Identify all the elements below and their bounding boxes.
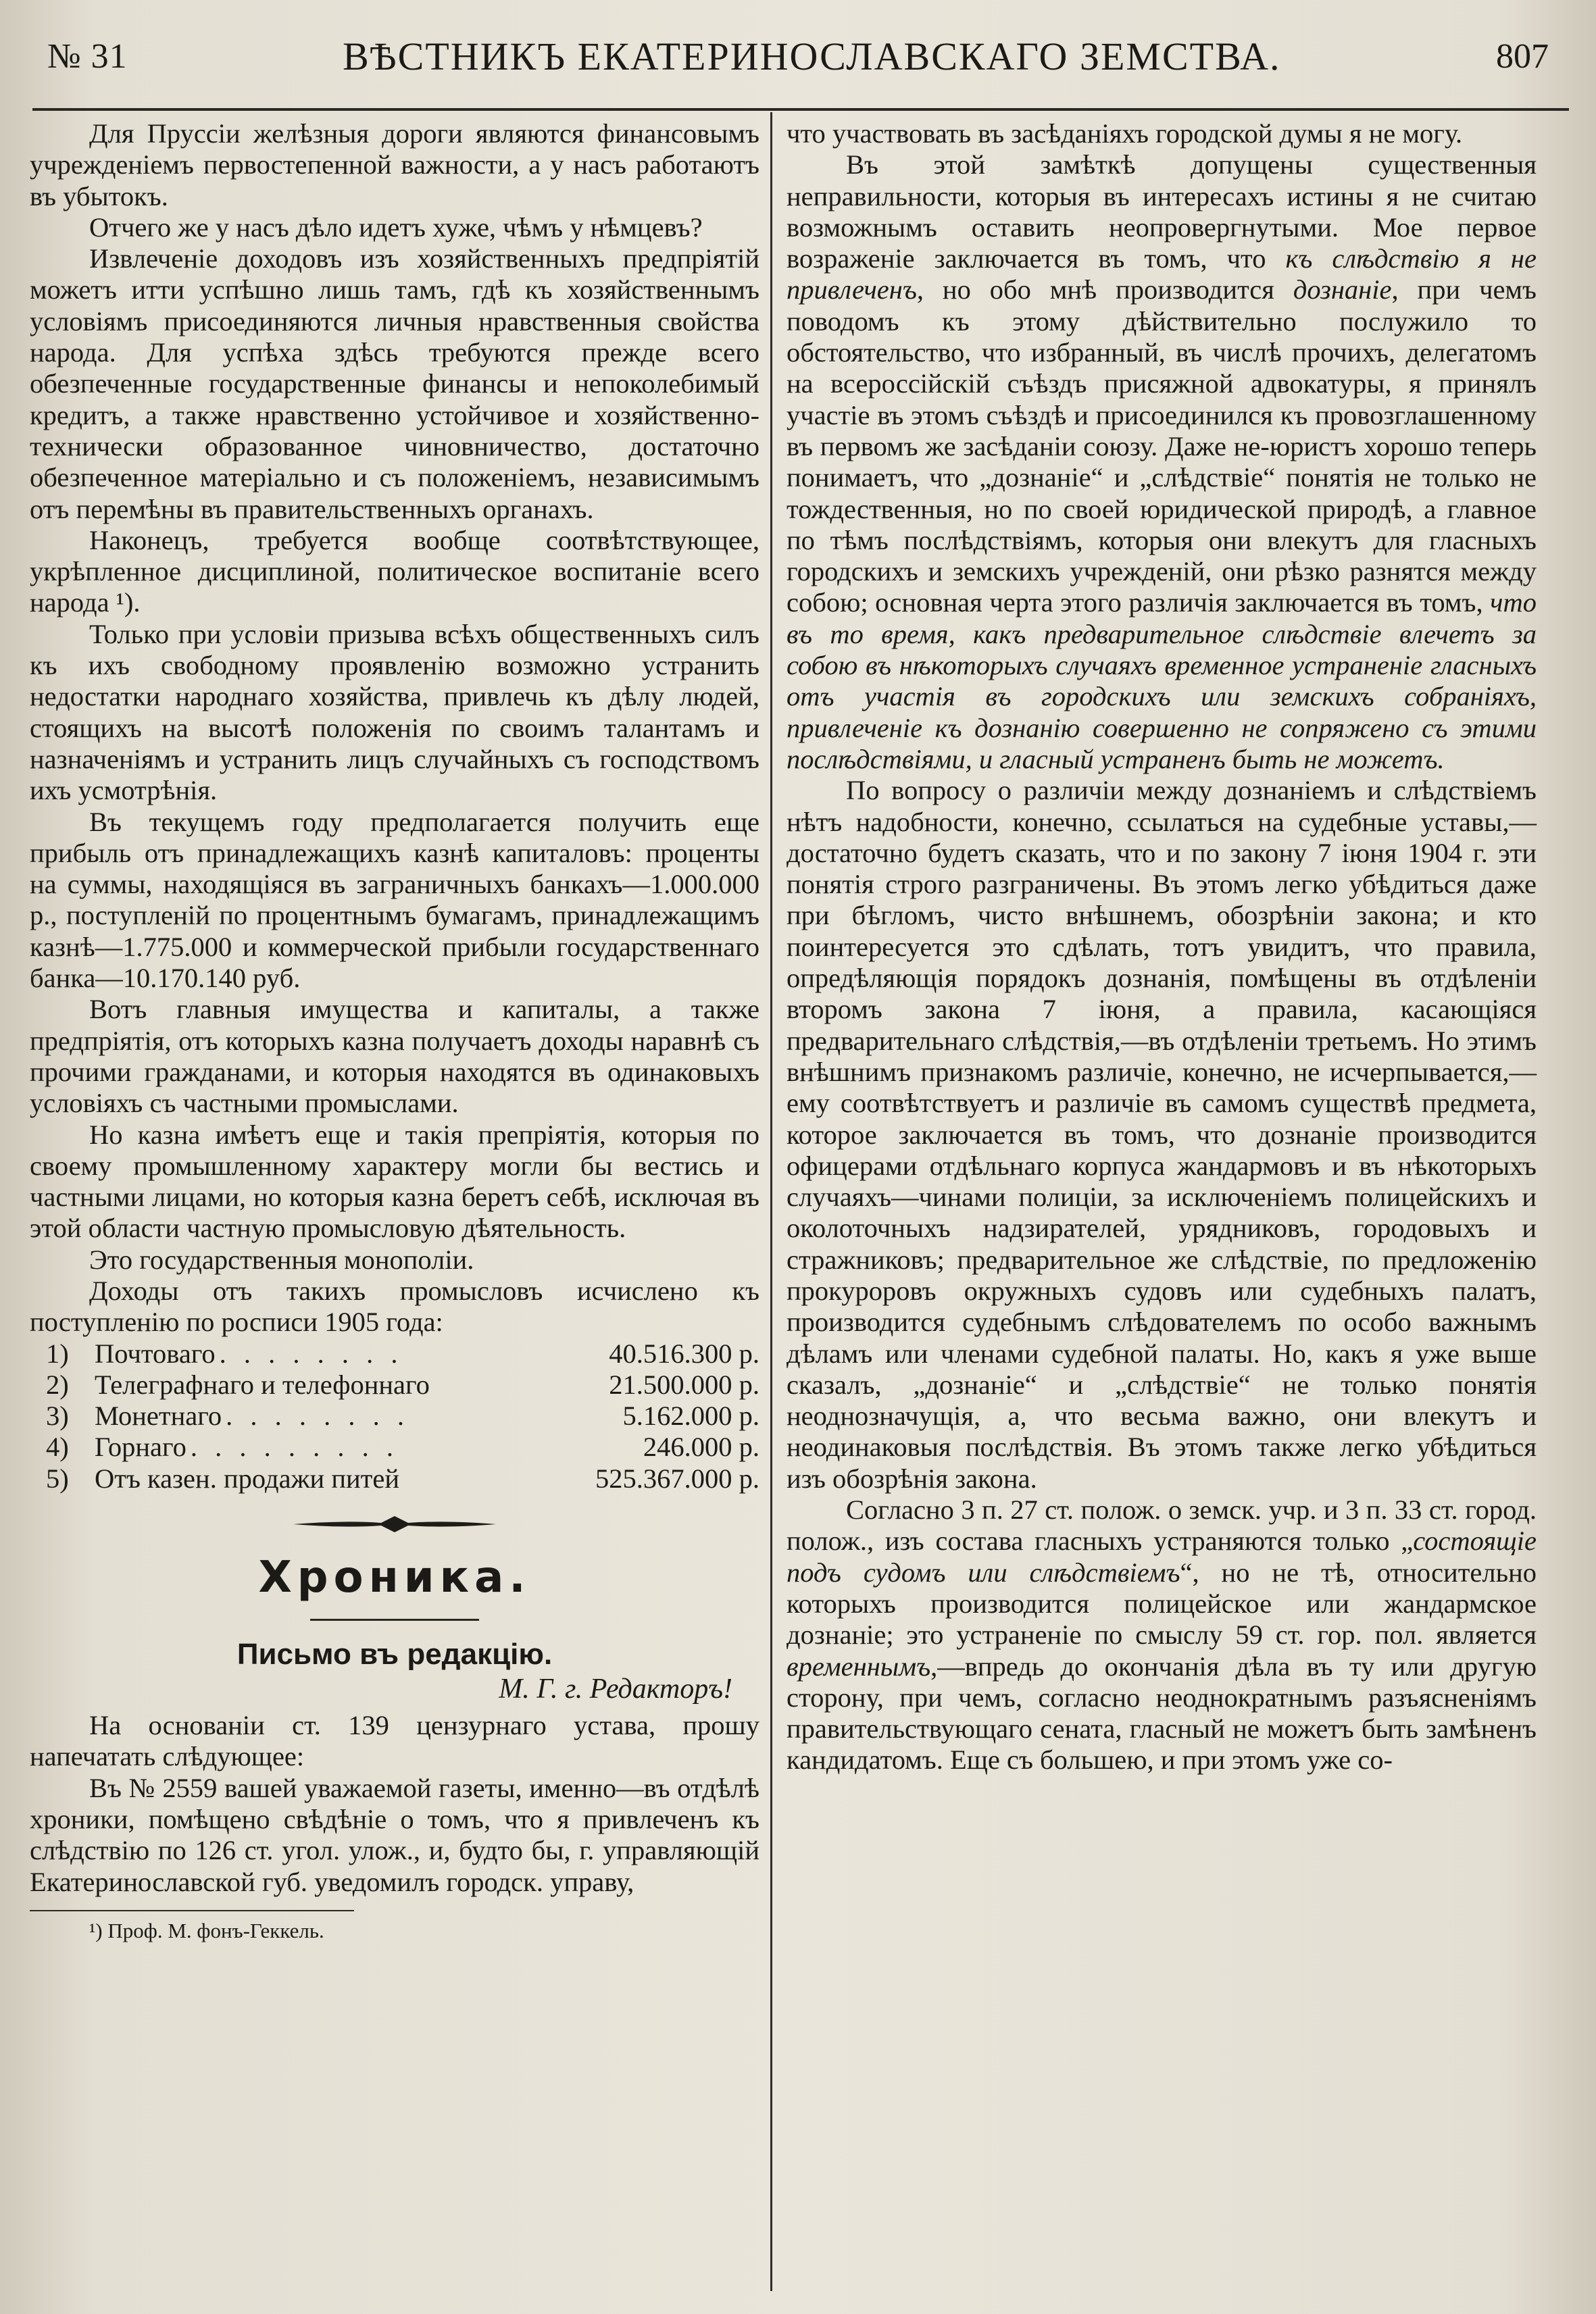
footnote: ¹) Проф. М. фонъ-Геккель.: [89, 1918, 324, 1942]
revenue-value: 525.367.000 р.: [595, 1463, 759, 1494]
footnote-rule: [30, 1910, 354, 1911]
paragraph: Но казна имѣетъ еще и такія препріятія, которыя по своему промышленному характеру могли бы вестись и частными лицами, но которыя казна беретъ себѣ, исключая въ этой области частную промысловую дѣятельность.: [30, 1119, 759, 1244]
italic-run: состоящіе подъ судомъ или слѣдствіемъ: [787, 1526, 1537, 1588]
right-column: [787, 118, 1537, 1776]
revenue-num: 2): [46, 1369, 69, 1400]
paragraph: [787, 1494, 1537, 1776]
journal-title: ВѢСТНИКЪ ЕКАТЕРИНОСЛАВСКАГО ЗЕМСТВА.: [343, 34, 1281, 78]
paragraph: Доходы отъ такихъ промысловъ исчислено къ поступленію по росписи 1905 года:: [30, 1275, 759, 1338]
revenue-item: [30, 1463, 759, 1494]
revenue-name: Горнаго: [95, 1432, 186, 1463]
text-run: Согласно 3 п. 27 ст. полож. о земск. учр. и 3 п. 33 ст. город. полож., изъ состава гласныхъ устраняются только „: [787, 1494, 1537, 1557]
revenue-item: [30, 1432, 759, 1463]
italic-run: что въ то время, какъ предварительное слѣдствіе влечетъ за собою въ нѣкоторыхъ случаяхъ временное устраненіе гласныхъ отъ участія въ городскихъ или земскихъ собраніяхъ, привлеченіе къ дознанію совершенно не сопряжено съ этими послѣдствіями, и гласный устраненъ быть не можетъ.: [787, 587, 1537, 774]
revenue-list: [30, 1338, 759, 1494]
revenue-value: 246.000 р.: [643, 1432, 759, 1463]
revenue-item: [30, 1338, 759, 1369]
text-run: Въ этой замѣткѣ допущены существенныя неправильности, которыя въ интересахъ истины я не считаю возможнымъ оставить неопровергнутыми. Мое первое возраженіе заключается въ томъ, что: [787, 149, 1537, 274]
paragraph: Извлеченіе доходовъ изъ хозяйственныхъ предпріятій можетъ итти успѣшно лишь тамъ, гдѣ къ хозяйственнымъ условіямъ присоединяются личныя нравственныя свойства народа. Для успѣха здѣсь требуются прежде всего обезпеченные государственные финансы и непоколебимый кредитъ, а также нравственно устойчивое и хозяйственно-технически образованное чиновничество, достаточно обезпеченное матеріально и съ положеніемъ, независимымъ отъ перемѣны въ правительственныхъ органахъ.: [30, 243, 759, 524]
leader-dots: . . . . . . . .: [219, 1338, 403, 1369]
paragraph: что участвовать въ засѣданіяхъ городской думы я не могу.: [787, 118, 1463, 149]
ornament-divider: [30, 1504, 759, 1544]
header-rule: [32, 108, 1569, 111]
revenue-value: 5.162.000 р.: [622, 1401, 759, 1432]
paragraph: Вотъ главныя имущества и капиталы, а также предпріятія, отъ которыхъ казна получаетъ доходы наравнѣ съ прочими гражданами, и которыя находятся въ одинаковыхъ условіяхъ съ частными промыслами.: [30, 994, 759, 1119]
paragraph: Отчего же у насъ дѣло идетъ хуже, чѣмъ у нѣмцевъ?: [89, 211, 703, 243]
left-column: [30, 118, 759, 1944]
leader-dots: . . . . . . . . .: [190, 1432, 399, 1463]
revenue-num: 5): [46, 1463, 69, 1494]
paragraph: Въ текущемъ году предполагается получить еще прибыль отъ принадлежащихъ казнѣ капиталовъ: проценты на суммы, находящіяся въ заграничныхъ банкахъ—1.000.000 р., поступленій по процентнымъ бумагамъ, принадлежащимъ казнѣ—1.775.000 и коммерческой прибыли государственнаго банка—10.170.140 руб.: [30, 806, 759, 994]
issue-number: № 31: [47, 36, 128, 76]
revenue-num: 3): [46, 1401, 69, 1432]
title-rule: [310, 1619, 479, 1621]
paragraph: По вопросу о различіи между дознаніемъ и слѣдствіемъ нѣтъ надобности, конечно, ссылаться на судебные уставы,—достаточно будетъ сказать, что и по закону 7 іюня 1904 г. эти понятія строго разграничены. Въ этомъ легко убѣдиться даже при бѣгломъ, чисто внѣшнемъ, обозрѣніи закона; и кто поинтересуется это сдѣлать, тотъ увидитъ, что правила, опредѣляющія порядокъ дознанія, помѣщены въ отдѣленіи второмъ закона 7 іюня, а правила, касающіяся предварительнаго слѣдствія,—въ отдѣленіи третьемъ. Но этимъ внѣшнимъ признакомъ различіе, конечно, не исчерпывается,—ему соотвѣтствуетъ и различіе въ самомъ существѣ предмета, которое заключается въ томъ, что дознаніе производится офицерами отдѣльнаго корпуса жандармовъ и въ нѣкоторыхъ случаяхъ—чинами полиціи, за исключеніемъ полицейскихъ и околоточныхъ надзирателей, урядниковъ, городовыхъ и стражниковъ; предварительное же слѣдствіе, по предложенію прокуроровъ окружныхъ судовъ или судебныхъ палатъ, производится судебнымъ слѣдователемъ по особо важнымъ дѣламъ или членами судебной палаты. Но, какъ я уже выше сказалъ, „дознаніе“ и „слѣдствіе“ не только понятія неоднозначущія, а, что весьма важно, они влекутъ и неодинаковыя послѣдствія. Въ этомъ также легко убѣдиться изъ обозрѣнія закона.: [787, 775, 1537, 1494]
revenue-name: Отъ казен. продажи питей: [95, 1463, 400, 1494]
revenue-name: Телеграфнаго и телефоннаго: [95, 1369, 430, 1400]
page-header: [47, 26, 1549, 86]
text-run: , при чемъ поводомъ къ этому дѣйствительно послужило то обстоятельство, что избранный, въ числѣ прочихъ, делегатомъ на всероссійскій съѣздъ присяжной адвокатуры, я принялъ участіе въ этомъ съѣздѣ и присоединился къ провозглашенному въ первомъ же засѣданіи союзу. Даже не-юристъ хорошо теперь понимаетъ, что „дознаніе“ и „слѣдствіе“ понятія не только не тождественныя, но по своей юридической природѣ, а главное по тѣмъ послѣдствіямъ, которыя они влекутъ для гласныхъ городскихъ и земскихъ учрежденій, они рѣзко разнятся между собою; основная черта этого различія заключается въ томъ,: [787, 274, 1537, 618]
page-number: 807: [1495, 36, 1549, 76]
italic-run: къ слѣдствію я не привлеченъ: [787, 243, 1537, 305]
paragraph: Для Пруссіи желѣзныя дороги являются финансовымъ учрежденіемъ первостепенной важности, а у насъ работаютъ въ убытокъ.: [30, 118, 759, 211]
paragraph: На основаніи ст. 139 цензурнаго устава, прошу напечатать слѣдующее:: [30, 1710, 759, 1772]
italic-run: временнымъ: [787, 1651, 931, 1682]
revenue-name: Монетнаго: [95, 1401, 222, 1432]
text-run: , но обо мнѣ производится: [916, 274, 1293, 305]
paragraph: Это государственныя монополіи.: [89, 1244, 474, 1275]
paragraph: Наконецъ, требуется вообще соотвѣтствующее, укрѣпленное дисциплиной, политическое воспитаніе всего народа ¹).: [30, 524, 759, 618]
paragraph: [787, 149, 1537, 775]
salutation: М. Г. г. Редакторъ!: [499, 1674, 732, 1705]
revenue-item: [30, 1369, 759, 1401]
revenue-value: 40.516.300 р.: [609, 1338, 759, 1369]
revenue-name: Почтоваго: [95, 1338, 216, 1369]
text-run: ,—впредь до окончанія дѣла въ ту или другую сторону, при чемъ, согласно неоднократнымъ разъясненіямъ правительствующаго сената, гласный не можетъ быть замѣненъ кандидатомъ. Еще съ большею, и при этомъ уже со-: [787, 1651, 1537, 1776]
revenue-value: 21.500.000 р.: [609, 1369, 759, 1400]
revenue-num: 4): [46, 1432, 69, 1463]
text-run: “, но не тѣ, относительно которыхъ производится полицейское или жандармское дознаніе; это устраненіе по смыслу 59 ст. гор. пол. является: [787, 1557, 1537, 1651]
paragraph: Только при условіи призыва всѣхъ общественныхъ силъ къ ихъ свободному проявленію возможно устранить недостатки народнаго хозяйства, привлечь къ дѣлу людей, стоящихъ на высотѣ положенія по своимъ талантамъ и назначеніямъ и устранить лицъ случайныхъ съ господствомъ ихъ усмотрѣнія.: [30, 618, 759, 806]
revenue-num: 1): [46, 1338, 69, 1369]
ornament-flourish-icon: [293, 1511, 496, 1538]
letter-title: Письмо въ редакцію.: [236, 1638, 553, 1671]
italic-run: дознаніе: [1293, 274, 1392, 305]
column-divider: [770, 112, 772, 2291]
revenue-item: [30, 1401, 759, 1432]
leader-dots: . . . . . . . .: [226, 1401, 409, 1432]
section-title: Хроника.: [258, 1553, 531, 1603]
paragraph: Въ № 2559 вашей уважаемой газеты, именно—въ отдѣлѣ хроники, помѣщено свѣдѣніе о томъ, что я привлеченъ къ слѣдствію по 126 ст. угол. улож., и, будто бы, г. управляющій Екатеринославской губ. уведомилъ городск. управу,: [30, 1772, 759, 1897]
